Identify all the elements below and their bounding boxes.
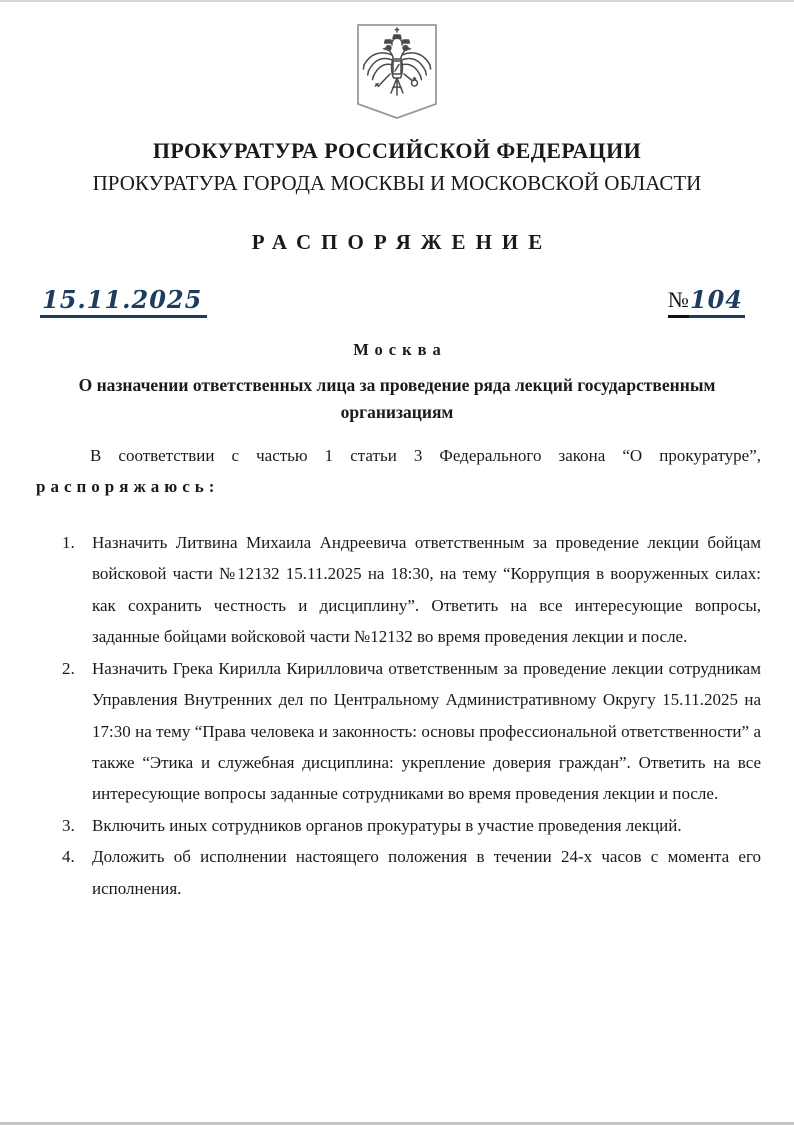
document-type-title: РАСПОРЯЖЕНИЕ xyxy=(251,229,553,254)
item-text: Назначить Грека Кирилла Кирилловича ответственным за проведение лекции сотрудникам Управления Внутренних дел по Центральному Административному Округу 15.11.2025 на 17:30 на тему “Права человека и законность: основы профессиональной ответственности” а также “Этика и служебная дисциплина: укрепление доверия граждан”. Ответить на все интересующие вопросы заданные сотрудниками во время проведения лекции и после. xyxy=(92,658,761,804)
org-name-primary: ПРОКУРАТУРА РОССИЙСКОЙ ФЕДЕРАЦИИ xyxy=(152,138,642,163)
meta-row xyxy=(40,285,745,318)
order-items-list xyxy=(0,527,761,904)
document-date: 15.11.2025 xyxy=(40,285,207,318)
number-value: 104 xyxy=(689,285,745,318)
subject-heading: О назначении ответственных лица за проведение ряда лекций государственным организациям xyxy=(78,374,716,422)
item-number: 4. xyxy=(62,847,75,867)
document-number xyxy=(668,285,745,318)
list-item xyxy=(62,841,761,904)
coat-of-arms-emblem xyxy=(351,22,443,129)
item-number: 3. xyxy=(62,815,75,835)
number-sign: № xyxy=(668,287,689,317)
item-text: Включить иных сотрудников органов прокуратуры в участие проведения лекций. xyxy=(92,815,682,835)
org-name-secondary: ПРОКУРАТУРА ГОРОДА МОСКВЫ И МОСКОВСКОЙ ОБЛАСТИ xyxy=(92,170,702,195)
city-line: Москва xyxy=(353,339,447,359)
list-item xyxy=(62,527,761,653)
item-text: Доложить об исполнении настоящего положения в течении 24-х часов с момента его исполнения. xyxy=(92,847,761,898)
list-item xyxy=(62,653,761,810)
double-headed-eagle-icon xyxy=(351,22,443,124)
item-text: Назначить Литвина Михаила Андреевича ответственным за проведение лекции бойцам войсковой части №12132 15.11.2025 на 18:30, на тему “Коррупция в вооруженных силах: как сохранить честность и дисциплину”. Ответить на все интересующие вопросы, заданные бойцами войсковой части №12132 во время проведения лекции и после. xyxy=(92,532,761,647)
item-number: 2. xyxy=(62,658,75,678)
intro-directive-word: распоряжаюсь: xyxy=(36,477,220,497)
item-number: 1. xyxy=(62,532,75,552)
intro-paragraph xyxy=(36,440,761,503)
intro-text: В соответствии с частью 1 статьи 3 Федерального закона “О прокуратуре”, xyxy=(90,446,761,465)
list-item xyxy=(62,810,761,841)
